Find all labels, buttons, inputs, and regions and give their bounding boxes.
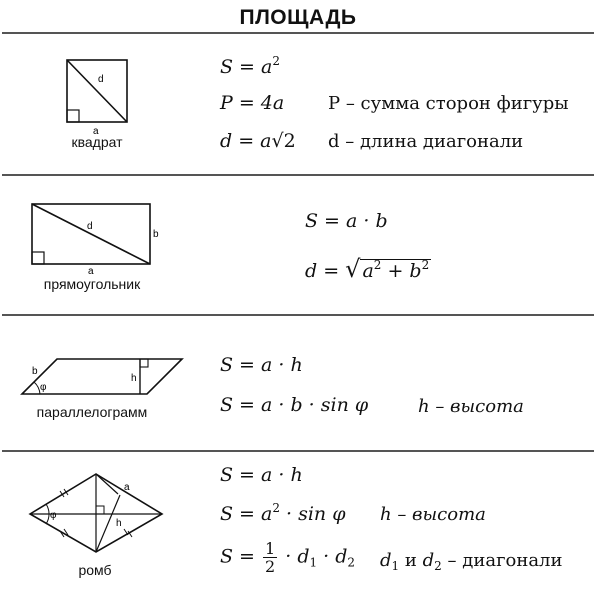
parallelogram-label-phi: φ <box>40 382 47 393</box>
rectangle-formula-diagonal: d = √ $a^2 + b^2$ <box>305 255 430 283</box>
parallelogram-figure <box>12 352 192 402</box>
square-formula-area: $S = a^2$ <box>220 54 280 78</box>
square-formula-perimeter: P = 4a <box>220 92 285 114</box>
rhombus-label-h: h <box>116 518 122 529</box>
rhombus-caption: ромб <box>78 562 112 578</box>
rhombus-height-note: h – высота <box>380 504 486 525</box>
divider <box>2 32 594 34</box>
rectangle-label-b: b <box>153 229 159 240</box>
rhombus-formula-diagonals: S = $\frac{1}{2}$ · $d_1 \cdot d_2$ <box>220 539 356 576</box>
parallelogram-label-h: h <box>131 373 137 384</box>
square-diagonal-note: d – длина диагонали <box>328 131 524 152</box>
parallelogram-label-b: b <box>32 366 38 377</box>
rectangle-figure <box>25 196 165 274</box>
divider <box>2 174 594 176</box>
rhombus-figure <box>20 466 170 558</box>
rhombus-formula-sin: $S = a^2 \cdot \sin \varphi$ <box>220 501 346 525</box>
rectangle-label-a: a <box>88 266 94 274</box>
parallelogram-formula-area: S = a · h <box>220 354 303 376</box>
rhombus-formula-area: S = a · h <box>220 464 303 486</box>
rectangle-caption: прямоугольник <box>43 276 141 292</box>
divider <box>2 314 594 316</box>
rectangle-formula-area: S = a · b <box>305 210 388 232</box>
rhombus-label-phi: φ <box>50 510 57 521</box>
square-figure <box>50 50 140 135</box>
rhombus-diagonals-note: $d_1$ и $d_2$ – диагонали <box>380 550 563 573</box>
rectangle-label-d: d <box>87 221 93 232</box>
page-title: ПЛОЩАДЬ <box>239 6 357 29</box>
parallelogram-height-note: h – высота <box>418 396 524 417</box>
square-caption: квадрат <box>71 134 123 150</box>
square-label-d: d <box>98 74 104 85</box>
square-label-a: a <box>93 126 99 135</box>
square-formula-diagonal: d = a√2 <box>220 130 296 152</box>
parallelogram-caption: параллелограмм <box>36 404 148 420</box>
divider <box>2 450 594 452</box>
square-perimeter-note: P – сумма сторон фигуры <box>328 93 569 114</box>
rhombus-label-a: a <box>124 482 130 493</box>
parallelogram-formula-sin: S = a · b · sin φ <box>220 394 369 416</box>
